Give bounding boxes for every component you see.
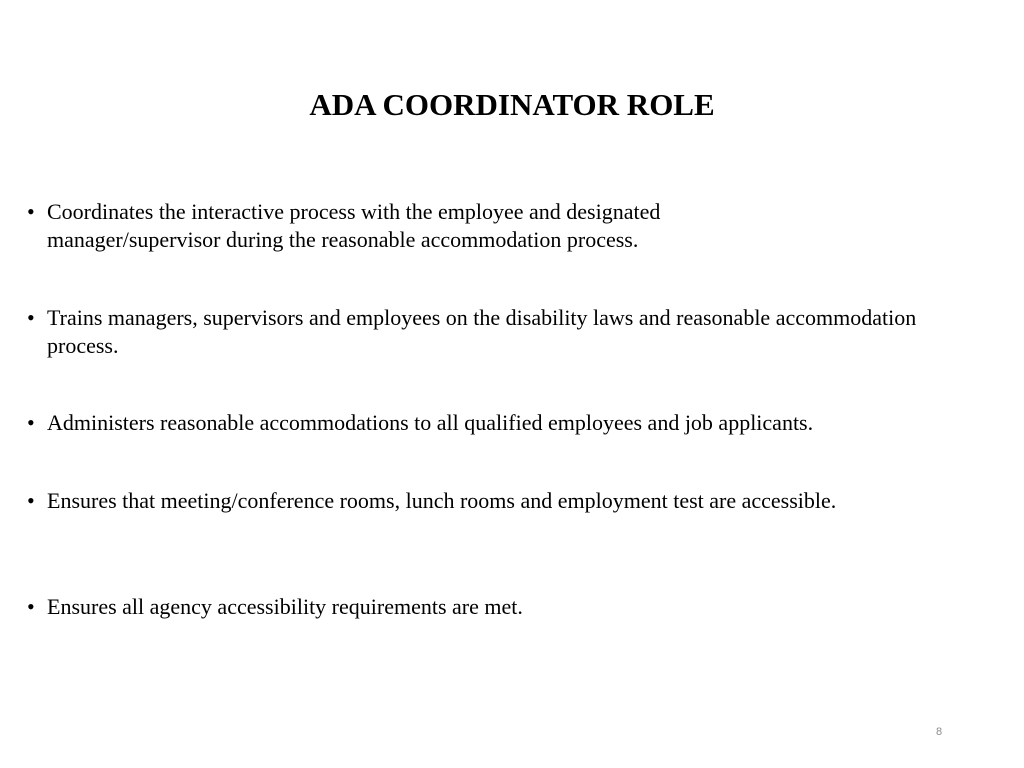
bullet-item bbox=[27, 304, 957, 360]
slide-title: ADA COORDINATOR ROLE bbox=[309, 87, 715, 122]
bullet-item bbox=[27, 487, 957, 515]
bullet-dot-icon: • bbox=[27, 410, 35, 435]
bullet-dot-icon: • bbox=[27, 305, 35, 330]
bullet-item bbox=[27, 409, 957, 437]
bullet-text: Ensures that meeting/conference rooms, lunch rooms and employment test are accessible. bbox=[47, 488, 837, 513]
bullet-item bbox=[27, 198, 957, 254]
bullet-text: Trains managers, supervisors and employees on the disability laws and reasonable accommodation process. bbox=[47, 305, 917, 358]
bullet-text: Administers reasonable accommodations to all qualified employees and job applicants. bbox=[47, 410, 814, 435]
bullet-dot-icon: • bbox=[27, 488, 35, 513]
bullet-dot-icon: • bbox=[27, 199, 35, 224]
page-number: 8 bbox=[935, 726, 943, 738]
bullet-text: Coordinates the interactive process with the employee and designated manager/supervisor during the reasonable accommodation process. bbox=[47, 199, 661, 252]
bullet-item bbox=[27, 593, 957, 621]
bullet-dot-icon: • bbox=[27, 594, 35, 619]
bullet-text: Ensures all agency accessibility requirements are met. bbox=[47, 594, 523, 619]
